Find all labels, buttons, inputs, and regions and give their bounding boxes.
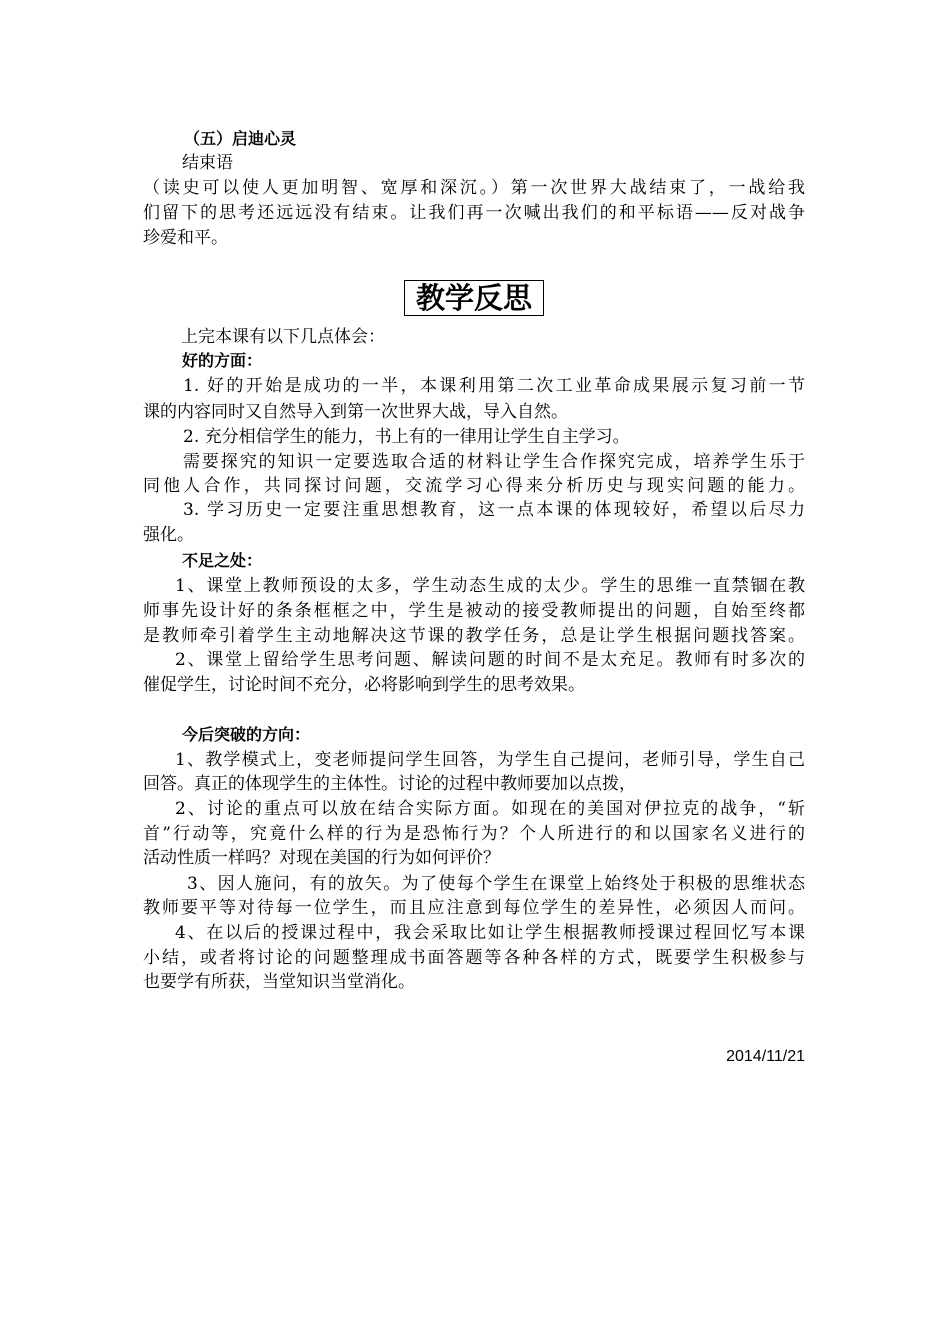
reflection-title: 教学反思 xyxy=(404,280,544,316)
section-subheading: 结束语 xyxy=(182,153,233,173)
good-line: 1. 好的开始是成功的一半，本课利用第二次工业革命成果展示复习前一节 xyxy=(183,376,805,396)
good-heading: 好的方面： xyxy=(182,351,263,370)
future-line: 小结，或者将讨论的问题整理成书面答题等各种各样的方式，既要学生积极参与 xyxy=(143,948,805,968)
document-date: 2014/11/21 xyxy=(726,1048,805,1065)
future-line: 3、因人施问，有的放矢。为了使每个学生在课堂上始终处于积极的思维状态 xyxy=(187,874,805,894)
future-line: 教师要平等对待每一位学生，而且应注意到每位学生的差异性，必须因人而问。 xyxy=(143,898,805,918)
good-line: 强化。 xyxy=(143,525,194,545)
future-line: 4、在以后的授课过程中，我会采取比如让学生根据教师授课过程回忆写本课 xyxy=(175,923,805,943)
good-line: 2. 充分相信学生的能力，书上有的一律用让学生自主学习。 xyxy=(183,427,630,447)
good-line: 课的内容同时又自然导入到第一次世界大战，导入自然。 xyxy=(143,402,568,422)
future-line: 首”行动等，究竟什么样的行为是恐怖行为？个人所进行的和以国家名义进行的 xyxy=(143,824,805,844)
future-line: 1、教学模式上，变老师提问学生回答，为学生自己提问，老师引导，学生自己 xyxy=(175,750,805,770)
future-line: 也要学有所获，当堂知识当堂消化。 xyxy=(143,972,415,992)
weak-heading: 不足之处： xyxy=(182,551,263,570)
weak-line: 2、课堂上留给学生思考问题、解读问题的时间不是太充足。教师有时多次的 xyxy=(175,650,805,670)
future-line: 回答。真正的体现学生的主体性。讨论的过程中教师要加以点拨， xyxy=(143,774,636,794)
future-line: 2、讨论的重点可以放在结合实际方面。如现在的美国对伊拉克的战争，“斩 xyxy=(175,799,805,819)
weak-line: 催促学生，讨论时间不充分，必将影响到学生的思考效果。 xyxy=(143,675,585,695)
reflection-intro: 上完本课有以下几点体会： xyxy=(181,327,385,347)
weak-line: 1、课堂上教师预设的太多，学生动态生成的太少。学生的思维一直禁锢在教 xyxy=(175,576,805,596)
paragraph-line: 们留下的思考还远远没有结束。让我们再一次喊出我们的和平标语——反对战争 xyxy=(143,203,805,223)
weak-line: 师事先设计好的条条框框之中，学生是被动的接受教师提出的问题，自始至终都 xyxy=(143,601,805,621)
future-line: 活动性质一样吗？对现在美国的行为如何评价？ xyxy=(143,848,500,868)
good-line: 同他人合作，共同探讨问题，交流学习心得来分析历史与现实问题的能力。 xyxy=(143,476,805,496)
good-line: 3. 学习历史一定要注重思想教育，这一点本课的体现较好，希望以后尽力 xyxy=(183,500,805,520)
future-heading: 今后突破的方向： xyxy=(182,725,311,744)
paragraph-line: （读史可以使人更加明智、宽厚和深沉。）第一次世界大战结束了，一战给我 xyxy=(143,178,805,198)
paragraph-line: 珍爱和平。 xyxy=(143,228,228,248)
section-heading: （五）启迪心灵 xyxy=(184,129,297,148)
good-line: 需要探究的知识一定要选取合适的材料让学生合作探究完成，培养学生乐于 xyxy=(183,452,805,472)
weak-line: 是教师牵引着学生主动地解决这节课的教学任务，总是让学生根据问题找答案。 xyxy=(143,626,805,646)
